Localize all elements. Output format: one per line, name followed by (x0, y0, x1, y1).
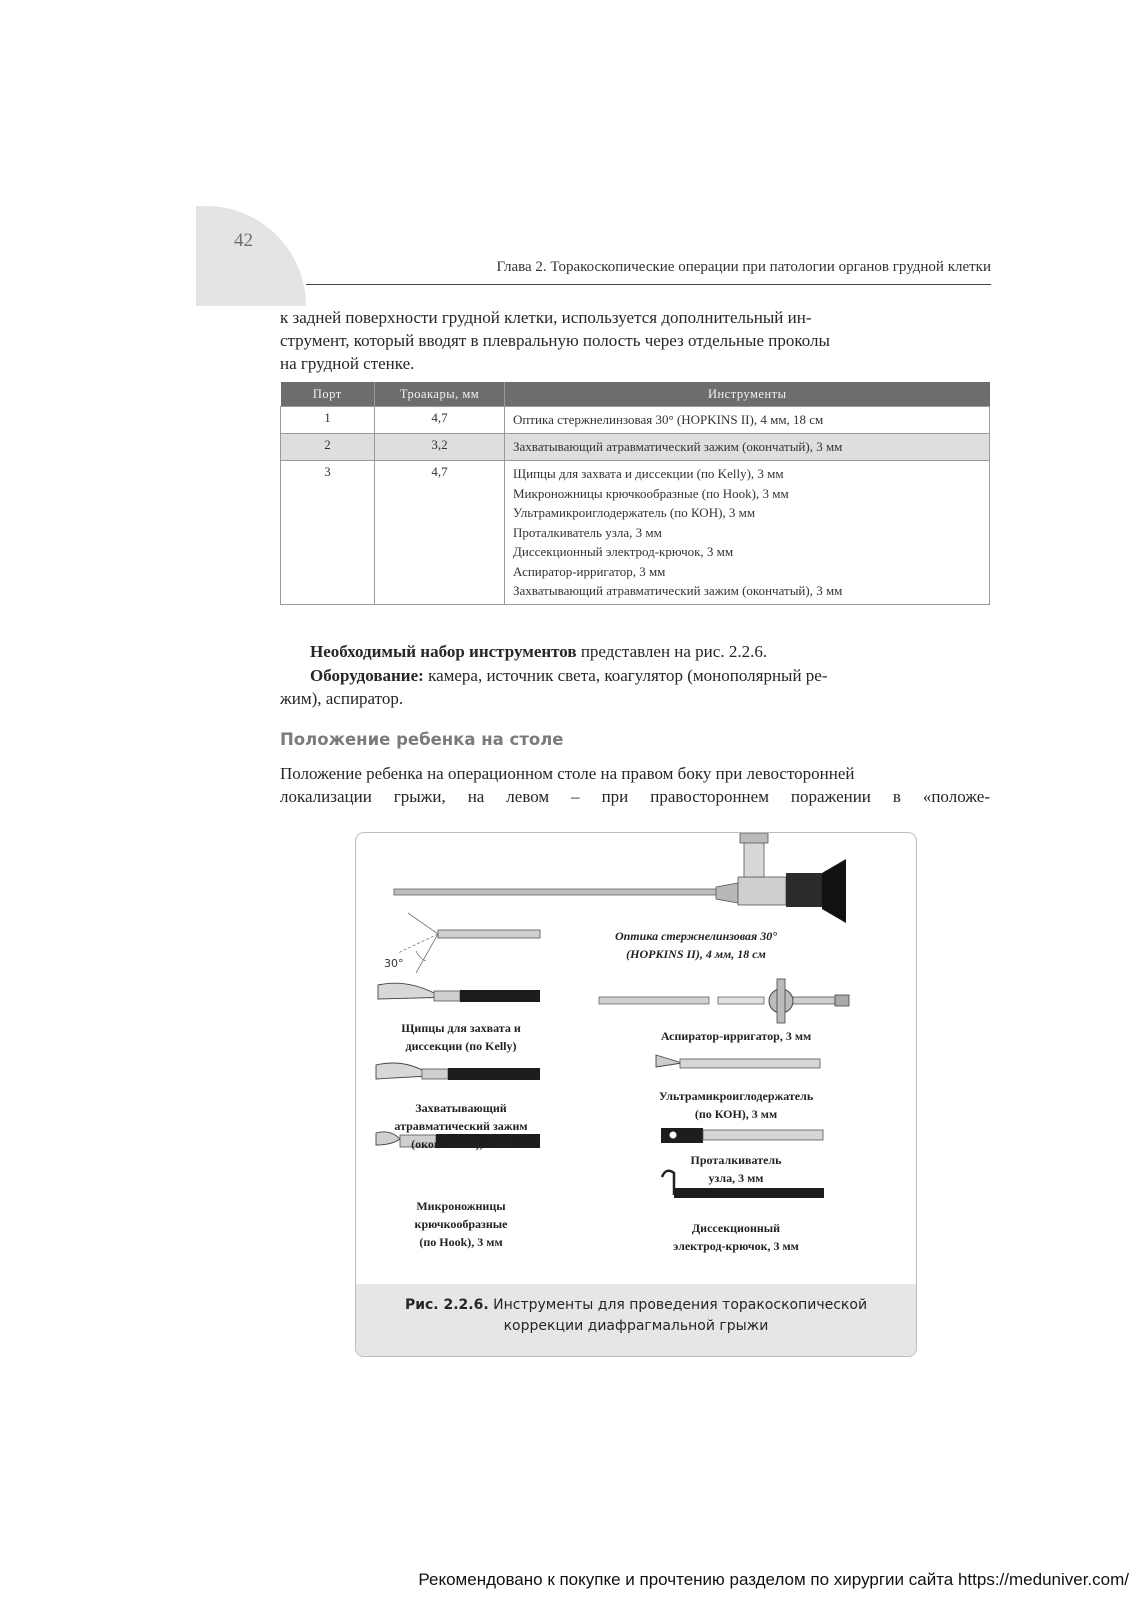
knot-pusher-icon (661, 1128, 823, 1143)
intro-paragraph (280, 306, 990, 375)
label-knot-pusher: Проталкиватель узла, 3 мм (690, 1153, 782, 1185)
instrument-item: Оптика стержнелинзовая 30° (HOPKINS II), 4 мм, 18 см (513, 412, 824, 427)
col-header-trocar: Троакары, мм (375, 382, 505, 407)
equipment-paragraph-bold: Оборудование: (310, 666, 424, 685)
instrument-item: Захватывающий атравматический зажим (окончатый), 3 мм (513, 583, 843, 598)
port-cell: 1 (281, 407, 375, 434)
intro-line: к задней поверхности грудной клетки, используется дополнительный ин- (280, 308, 812, 327)
caption-label: Рис. 2.2.6. (404, 1297, 489, 1313)
instruments-cell (505, 407, 990, 434)
section-subheading: Положение ребенка на столе (280, 730, 564, 749)
grasper-icon (376, 1063, 540, 1080)
trocar-cell: 4,7 (375, 407, 505, 434)
instrument-item: Аспиратор-ирригатор, 3 мм (513, 563, 666, 579)
tools-paragraph-bold: Необходимый набор инструментов (310, 642, 577, 661)
label-kelly: Щипцы для захвата и диссекции (по Kelly) (401, 1021, 521, 1053)
caption-text: Инструменты для проведения торакоскопической (488, 1297, 868, 1313)
running-head: Глава 2. Торакоскопические операции при патологии органов грудной клетки (496, 259, 991, 275)
instrument-item: Микроножницы крючкообразные (по Hook), 3 мм (513, 485, 789, 501)
table-row (281, 461, 990, 605)
position-line: Положение ребенка на операционном столе на правом боку при левосторонней (280, 764, 855, 783)
table-row (281, 434, 990, 461)
label-hook-electrode: Диссекционный электрод-крючок, 3 мм (673, 1221, 799, 1253)
instruments-cell (505, 461, 990, 605)
label-grasper: Захватывающий атравматический зажим (окончатый), 3 мм (394, 1101, 528, 1151)
instrument-item: Диссекционный электрод-крючок, 3 мм (513, 544, 734, 559)
instrument-item: Щипцы для захвата и диссекции (по Kelly), 3 мм (513, 466, 784, 481)
figure-2-2-6 (355, 832, 917, 1357)
col-header-instruments: Инструменты (505, 382, 990, 407)
table-header-row (281, 382, 990, 407)
col-header-port: Порт (281, 382, 375, 407)
ports-table (280, 382, 990, 605)
label-aspirator: Аспиратор-ирригатор, 3 мм (660, 1029, 812, 1043)
kelly-forceps-icon (378, 983, 540, 1002)
instrument-item: Ультрамикроиглодержатель (по КОН), 3 мм (513, 505, 756, 520)
footer-banner: Рекомендовано к покупке и прочтению разделом по хирургии сайта https://meduniver.com/ (418, 1570, 1129, 1589)
table-row (281, 407, 990, 434)
equipment-paragraph-rest: камера, источник света, коагулятор (монополярный ре- (423, 666, 828, 685)
caption-text: коррекции диафрагмальной грыжи (503, 1318, 769, 1334)
header-rule (306, 284, 991, 285)
tools-paragraph-rest: представлен на рис. 2.2.6. (576, 642, 768, 661)
figure-caption (356, 1284, 916, 1356)
label-hook-scissors: Микроножницы крючкообразные (по Hook), 3 мм (414, 1199, 508, 1249)
instrument-item: Проталкиватель узла, 3 мм (513, 524, 662, 540)
port-cell: 3 (281, 461, 375, 605)
position-paragraph (280, 762, 990, 808)
instruments-cell (505, 434, 990, 461)
tools-paragraph (280, 640, 990, 663)
equipment-paragraph-cont: жим), аспиратор. (280, 689, 404, 708)
instrument-item: Захватывающий атравматический зажим (окончатый), 3 мм (513, 439, 843, 454)
equipment-paragraphs (280, 640, 990, 710)
angle-label: 30° (384, 957, 404, 970)
needle-holder-icon (656, 1055, 820, 1068)
port-cell: 2 (281, 434, 375, 461)
trocar-cell: 3,2 (375, 434, 505, 461)
optics-tip-icon (398, 913, 540, 973)
trocar-cell: 4,7 (375, 461, 505, 605)
equipment-paragraph (280, 664, 990, 687)
optics-telescope-icon (394, 833, 846, 923)
intro-line: струмент, который вводят в плевральную полость через отдельные проколы (280, 331, 830, 350)
page-number: 42 (234, 230, 253, 251)
intro-line: на грудной стенке. (280, 354, 415, 373)
position-line: локализации грыжи, на левом – при правостороннем поражении в «положе- (280, 787, 990, 806)
aspirator-irrigator-icon (599, 979, 849, 1023)
label-needle-holder: Ультрамикроиглодержатель (по КОН), 3 мм (658, 1089, 814, 1121)
page-corner-tab (196, 206, 306, 306)
label-optics: Оптика стержнелинзовая 30° (HOPKINS II), 4 мм, 18 см (614, 929, 778, 961)
